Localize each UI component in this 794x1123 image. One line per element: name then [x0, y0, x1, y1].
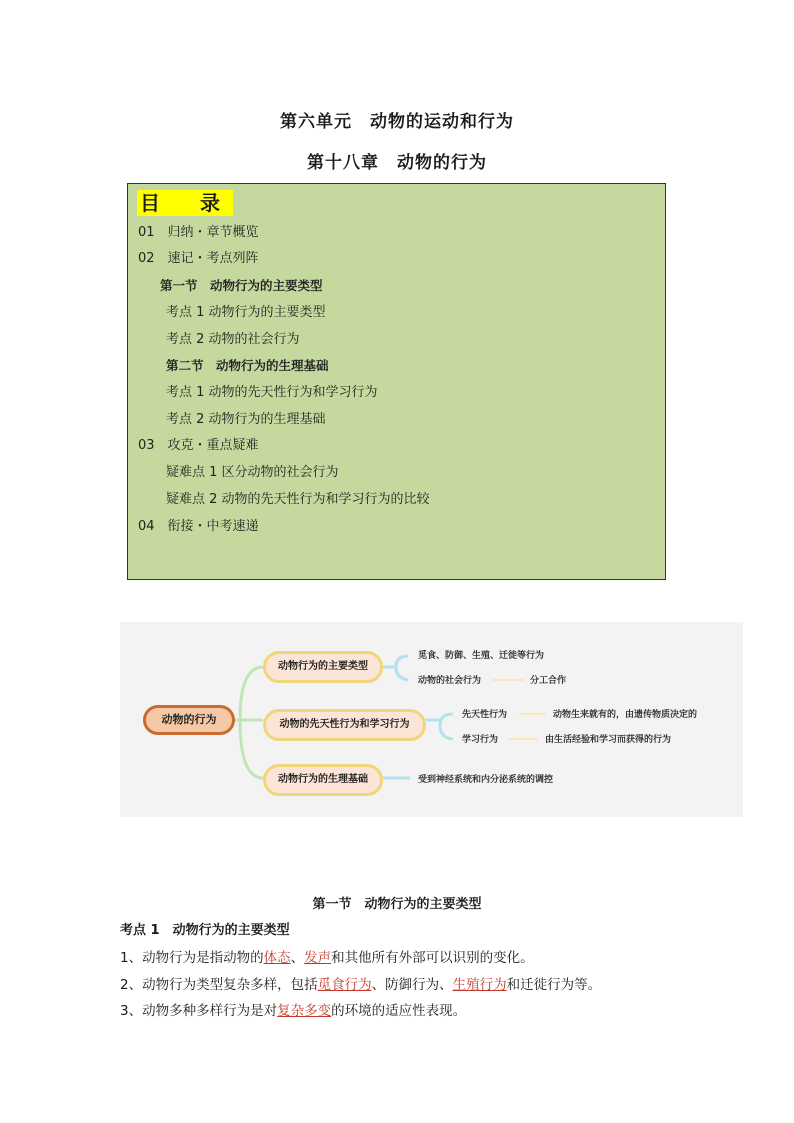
text: 的环境的适应性表现。: [331, 1003, 467, 1019]
keyword: 生殖行为: [452, 977, 507, 993]
paragraph-1: [120, 946, 534, 966]
mind-map-branch: 动物行为的主要类型: [263, 651, 383, 683]
paragraph-2: [120, 973, 601, 993]
text: 3、动物多种多样行为是对: [120, 1003, 278, 1019]
mind-map-leaf: 觅食、防御、生殖、迁徙等行为: [418, 651, 545, 661]
mind-map-leaf: 动物的社会行为: [418, 676, 482, 686]
toc-section[interactable]: 第一节 动物行为的主要类型: [160, 278, 323, 293]
toc-section[interactable]: 第二节 动物行为的生理基础: [166, 358, 329, 373]
mind-map-leaf: 由生活经验和学习而获得的行为: [545, 735, 672, 745]
mind-map-leaf: 分工合作: [530, 676, 567, 686]
text: 1、动物行为是指动物的: [120, 950, 264, 966]
kaodian-heading: 考点 1 动物行为的主要类型: [120, 923, 290, 938]
text: 和其他所有外部可以识别的变化。: [331, 950, 534, 966]
mind-map: [120, 622, 743, 817]
toc-item[interactable]: 考点 1 动物行为的主要类型: [166, 305, 326, 320]
keyword: 复杂多变: [277, 1003, 332, 1019]
toc-item[interactable]: 02 速记・考点列阵: [138, 251, 259, 266]
paragraph-3: [120, 999, 466, 1019]
text: 、防御行为、: [371, 977, 453, 993]
toc-item[interactable]: 考点 1 动物的先天性行为和学习行为: [166, 385, 378, 400]
toc-item[interactable]: 03 攻克・重点疑难: [138, 438, 259, 453]
mind-map-root: 动物的行为: [143, 705, 235, 735]
table-of-contents: [127, 183, 666, 580]
text: 和迁徙行为等。: [506, 977, 602, 993]
toc-item[interactable]: 04 衔接・中考速递: [138, 519, 259, 534]
keyword: 发声: [304, 950, 332, 966]
mind-map-leaf: 受到神经系统和内分泌系统的调控: [418, 775, 554, 785]
mind-map-leaf: 学习行为: [462, 735, 499, 745]
unit-title: 第六单元 动物的运动和行为: [280, 112, 514, 132]
toc-item[interactable]: 疑难点 1 区分动物的社会行为: [166, 465, 339, 480]
toc-item[interactable]: 01 归纳・章节概览: [138, 225, 259, 240]
keyword: 体态: [263, 950, 291, 966]
chapter-title: 第十八章 动物的行为: [307, 153, 487, 173]
mind-map-leaf: 动物生来就有的，由遗传物质决定的: [553, 710, 698, 720]
mind-map-branch: 动物的先天性行为和学习行为: [263, 709, 426, 741]
mind-map-branch: 动物行为的生理基础: [263, 764, 383, 796]
section-title: 第一节 动物行为的主要类型: [312, 897, 482, 912]
mind-map-leaf: 先天性行为: [462, 710, 508, 720]
toc-item[interactable]: 考点 2 动物行为的生理基础: [166, 412, 326, 427]
toc-item[interactable]: 疑难点 2 动物的先天性行为和学习行为的比较: [166, 492, 430, 507]
text: 、: [290, 950, 305, 966]
keyword: 觅食行为: [317, 977, 372, 993]
text: 2、动物行为类型复杂多样，包括: [120, 977, 318, 993]
toc-item[interactable]: 考点 2 动物的社会行为: [166, 332, 300, 347]
toc-heading: 目 录: [137, 190, 233, 216]
